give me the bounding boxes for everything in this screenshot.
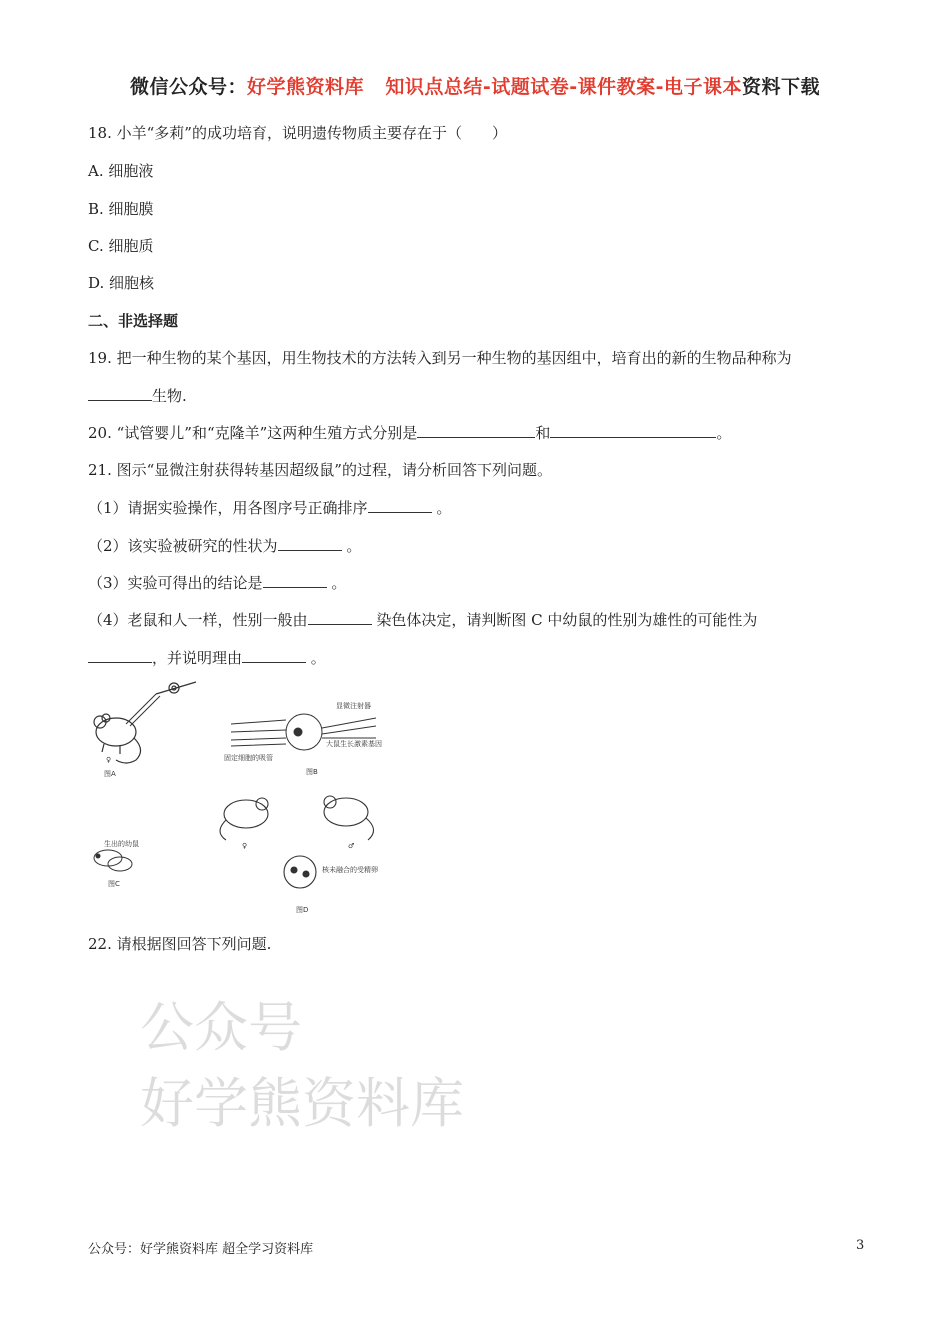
q18-stem: 18. 小羊“多莉”的成功培育，说明遗传物质主要存在于（ ） xyxy=(88,124,507,142)
watermark-line1: 公众号 xyxy=(140,996,302,1059)
q19-line2 xyxy=(88,385,187,406)
q20-prefix: 20. “试管婴儿”和“克隆羊”这两种生殖方式分别是 xyxy=(88,424,418,442)
fig-b-gene-label: 大鼠生长激素基因 xyxy=(326,740,382,748)
q21-p4-b: 染色体决定，请判断图 C 中幼鼠的性别为雄性的可能性为 xyxy=(376,611,758,629)
fig-c-label: 图C xyxy=(108,880,120,888)
fig-d-egg-label: 核未融合的受精卵 xyxy=(322,866,378,874)
q18-option-a: A. 细胞液 xyxy=(88,162,154,180)
q21-p2-blank[interactable] xyxy=(278,536,342,551)
footer-source: 公众号：好学熊资料库 超全学习资料库 xyxy=(88,1242,314,1257)
fig-a-sex: ♀ xyxy=(106,756,112,764)
figure-c-pups xyxy=(94,850,132,871)
watermark xyxy=(140,990,464,1142)
q21-part2 xyxy=(88,535,361,556)
q21-part1 xyxy=(88,497,451,518)
header-banner xyxy=(0,72,950,99)
q21-p3-text: （3）实验可得出的结论是 xyxy=(88,574,263,592)
q18-option-d: D. 细胞核 xyxy=(88,274,155,292)
fig-d-label: 图D xyxy=(296,906,309,914)
q21-p1-blank[interactable] xyxy=(368,498,432,513)
q18-option-b: B. 细胞膜 xyxy=(88,200,154,218)
figure-a-mouse xyxy=(94,682,196,763)
q21-p4-a: （4）老鼠和人一样，性别一般由 xyxy=(88,611,308,629)
q21-p1-end: 。 xyxy=(436,499,452,517)
q20-line xyxy=(88,422,731,443)
q21-p2-text: （2）该实验被研究的性状为 xyxy=(88,537,278,555)
fig-c-pups-label: 生出的幼鼠 xyxy=(104,840,139,848)
q21-p4-blank-1[interactable] xyxy=(308,610,372,625)
section-title: 二、非选择题 xyxy=(88,312,179,330)
q21-p3-end: 。 xyxy=(331,574,347,592)
q21-p2-end: 。 xyxy=(346,537,362,555)
q18-option-c: C. 细胞质 xyxy=(88,237,154,255)
watermark-line2: 好学熊资料库 xyxy=(140,1072,464,1135)
fig-b-label: 图B xyxy=(306,768,318,776)
fig-d-male-symbol: ♂ xyxy=(348,842,355,850)
q21-p4-blank-3[interactable] xyxy=(242,648,306,663)
q21-part3 xyxy=(88,572,346,593)
fig-b-pipette-label: 固定细胞的吸管 xyxy=(224,754,273,762)
q19-line1: 19. 把一种生物的某个基因，用生物技术的方法转入到另一种生物的基因组中，培育出的新的生物品种称为 xyxy=(88,349,792,367)
fig-a-label: 图A xyxy=(104,770,116,778)
q22-stem: 22. 请根据图回答下列问题. xyxy=(88,935,272,953)
fig-d-female-symbol: ♀ xyxy=(242,842,248,850)
banner-highlight: 好学熊资料库 xyxy=(246,76,364,98)
transgenic-mouse-figure xyxy=(86,680,416,920)
q20-middle: 和 xyxy=(535,424,551,442)
q21-p4-end: 。 xyxy=(310,649,326,667)
q20-suffix: 。 xyxy=(716,424,732,442)
q21-p1-text: （1）请据实验操作，用各图序号正确排序 xyxy=(88,499,368,517)
q21-p3-blank[interactable] xyxy=(263,573,327,588)
fig-b-injector-label: 显微注射器 xyxy=(336,702,371,710)
q20-blank-2[interactable] xyxy=(550,423,716,438)
banner-suffix: 资料下载 xyxy=(742,76,821,98)
banner-middle: 知识点总结-试题试卷-课件教案-电子课本 xyxy=(385,76,743,98)
q19-blank[interactable] xyxy=(88,386,152,401)
q21-p4-c: ，并说明理由 xyxy=(152,649,243,667)
q19-suffix: 生物. xyxy=(152,387,187,405)
q21-part4-cont xyxy=(88,647,326,668)
q21-stem: 21. 图示“显微注射获得转基因超级鼠”的过程，请分析回答下列问题。 xyxy=(88,461,552,479)
page-number: 3 xyxy=(856,1238,865,1253)
q21-p4-blank-2[interactable] xyxy=(88,648,152,663)
banner-prefix: 微信公众号： xyxy=(129,76,247,98)
q21-part4 xyxy=(88,609,757,630)
q20-blank-1[interactable] xyxy=(417,423,535,438)
